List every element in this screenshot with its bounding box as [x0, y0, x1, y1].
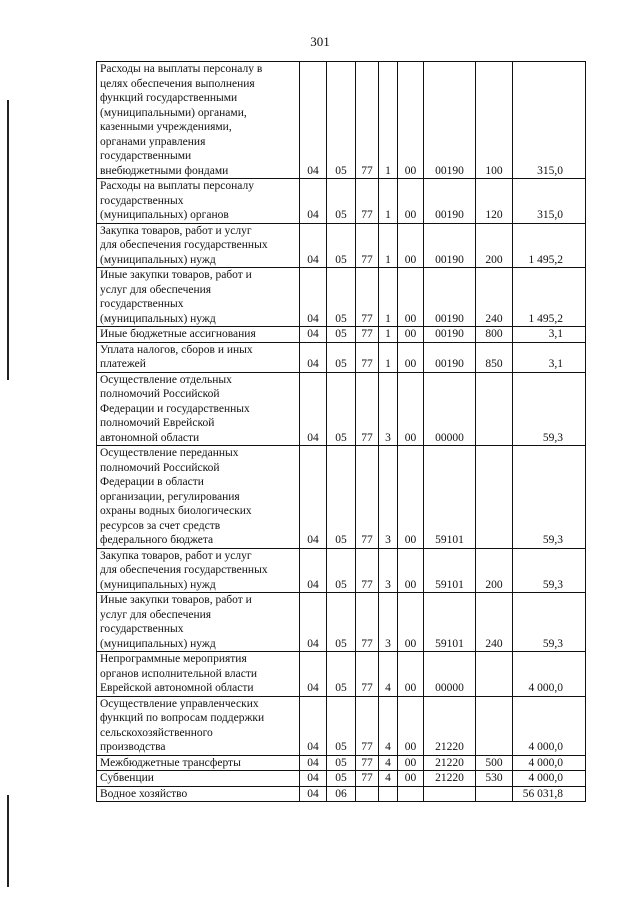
- target-group-cell: 00: [398, 446, 424, 549]
- target-program-cell: 77: [356, 771, 379, 787]
- item-name-cell: [97, 696, 300, 755]
- item-name-cell: [97, 771, 300, 787]
- item-name-line: Водное хозяйство: [100, 787, 188, 800]
- section-cell: 04: [300, 62, 327, 179]
- amount-cell: 4 000,0: [513, 771, 586, 787]
- item-name-line: ресурсов за счет средств: [100, 519, 221, 532]
- item-name-line: услуг для обеспечения: [100, 608, 212, 621]
- target-code-cell: 21220: [424, 696, 476, 755]
- table-row: [97, 696, 586, 755]
- table-row: [97, 771, 586, 787]
- item-name-line: целях обеспечения выполнения: [100, 77, 255, 90]
- target-subprogram-cell: 1: [379, 179, 398, 224]
- target-subprogram-cell: 3: [379, 548, 398, 593]
- target-subprogram-cell: 1: [379, 62, 398, 179]
- amount-cell: 4 000,0: [513, 755, 586, 771]
- left-margin-line-lower: [7, 795, 9, 887]
- item-name-line: для обеспечения государственных: [100, 564, 268, 576]
- section-cell: 04: [300, 696, 327, 755]
- target-group-cell: 00: [398, 372, 424, 446]
- target-code-cell: 59101: [424, 548, 476, 593]
- target-program-cell: 77: [356, 372, 379, 446]
- item-name-cell: [97, 62, 300, 179]
- target-group-cell: 00: [398, 223, 424, 268]
- item-name-line: Федерации в области: [100, 476, 204, 488]
- item-name-cell: [97, 372, 300, 446]
- target-group-cell: 00: [398, 696, 424, 755]
- item-name-line: производства: [100, 741, 166, 753]
- item-name-cell: [97, 593, 300, 652]
- section-cell: 04: [300, 771, 327, 787]
- item-name-line: Закупка товаров, работ и услуг: [100, 549, 252, 562]
- target-group-cell: 00: [398, 179, 424, 224]
- target-subprogram-cell: 4: [379, 755, 398, 771]
- item-name-line: (муниципальных) нужд: [100, 578, 216, 591]
- page-number: 301: [310, 34, 330, 49]
- target-program-cell: 77: [356, 548, 379, 593]
- target-subprogram-cell: 1: [379, 223, 398, 268]
- target-code-cell: 00190: [424, 268, 476, 327]
- item-name-line: Осуществление отдельных: [100, 373, 232, 386]
- target-subprogram-cell: 3: [379, 372, 398, 446]
- table-row: [97, 786, 586, 802]
- table-row: [97, 372, 586, 446]
- amount-cell: 59,3: [513, 593, 586, 652]
- amount-cell: 315,0: [513, 62, 586, 179]
- amount-cell: 59,3: [513, 372, 586, 446]
- item-name-line: органами управления: [100, 135, 206, 148]
- table-row: [97, 548, 586, 593]
- item-name-line: органов исполнительной власти: [100, 667, 258, 680]
- item-name-line: Иные бюджетные ассигнования: [100, 328, 256, 340]
- target-program-cell: 77: [356, 223, 379, 268]
- amount-cell: 1 495,2: [513, 268, 586, 327]
- subsection-cell: 05: [327, 446, 356, 549]
- item-name-line: Непрограммные мероприятия: [100, 653, 247, 665]
- expense-type-cell: 500: [476, 755, 513, 771]
- item-name-line: сельскохозяйственного: [100, 726, 213, 739]
- subsection-cell: 05: [327, 62, 356, 179]
- section-cell: 04: [300, 755, 327, 771]
- target-group-cell: 00: [398, 755, 424, 771]
- expense-type-cell: 200: [476, 223, 513, 268]
- target-code-cell: 21220: [424, 771, 476, 787]
- item-name-cell: [97, 755, 300, 771]
- table-row: [97, 446, 586, 549]
- item-name-line: полномочий Еврейской: [100, 417, 215, 429]
- item-name-line: услуг для обеспечения: [100, 283, 212, 296]
- item-name-cell: [97, 268, 300, 327]
- item-name-cell: [97, 548, 300, 593]
- target-group-cell: [398, 786, 424, 802]
- target-code-cell: 00190: [424, 62, 476, 179]
- target-subprogram-cell: 4: [379, 652, 398, 697]
- target-subprogram-cell: 3: [379, 446, 398, 549]
- target-subprogram-cell: 4: [379, 696, 398, 755]
- target-subprogram-cell: 4: [379, 771, 398, 787]
- target-program-cell: 77: [356, 696, 379, 755]
- table-row: [97, 327, 586, 343]
- target-code-cell: 00000: [424, 652, 476, 697]
- table-row: [97, 652, 586, 697]
- target-program-cell: 77: [356, 652, 379, 697]
- section-cell: 04: [300, 342, 327, 372]
- item-name-line: государственных: [100, 623, 184, 635]
- item-name-line: государственными: [100, 150, 192, 162]
- item-name-cell: [97, 652, 300, 697]
- expense-type-cell: [476, 786, 513, 802]
- expense-type-cell: 800: [476, 327, 513, 343]
- target-program-cell: 77: [356, 327, 379, 343]
- item-name-line: (муниципальных) нужд: [100, 637, 216, 650]
- expense-type-cell: 850: [476, 342, 513, 372]
- item-name-line: Уплата налогов, сборов и иных: [100, 343, 253, 356]
- expense-type-cell: 120: [476, 179, 513, 224]
- item-name-line: федерального бюджета: [100, 534, 214, 546]
- target-subprogram-cell: 1: [379, 342, 398, 372]
- item-name-line: Субвенции: [100, 772, 154, 784]
- item-name-line: Федерации и государственных: [100, 402, 250, 415]
- table-row: [97, 179, 586, 224]
- target-group-cell: 00: [398, 593, 424, 652]
- amount-cell: 4 000,0: [513, 652, 586, 697]
- item-name-line: Иные закупки товаров, работ и: [100, 594, 252, 606]
- item-name-line: государственных: [100, 194, 184, 207]
- item-name-line: функций государственными: [100, 92, 238, 104]
- target-group-cell: 00: [398, 342, 424, 372]
- target-program-cell: 77: [356, 755, 379, 771]
- target-code-cell: 00190: [424, 223, 476, 268]
- target-group-cell: 00: [398, 62, 424, 179]
- section-cell: 04: [300, 593, 327, 652]
- item-name-line: Осуществление переданных: [100, 447, 239, 459]
- target-subprogram-cell: 1: [379, 327, 398, 343]
- subsection-cell: 05: [327, 548, 356, 593]
- item-name-line: казенными учреждениями,: [100, 121, 232, 133]
- target-code-cell: 59101: [424, 593, 476, 652]
- section-cell: 04: [300, 372, 327, 446]
- expense-type-cell: 240: [476, 593, 513, 652]
- budget-table: [96, 61, 586, 802]
- subsection-cell: 06: [327, 786, 356, 802]
- table-row: [97, 223, 586, 268]
- item-name-cell: [97, 446, 300, 549]
- amount-cell: 59,3: [513, 446, 586, 549]
- amount-cell: 4 000,0: [513, 696, 586, 755]
- expense-type-cell: 200: [476, 548, 513, 593]
- expense-type-cell: 240: [476, 268, 513, 327]
- target-program-cell: 77: [356, 268, 379, 327]
- table-row: [97, 593, 586, 652]
- target-program-cell: 77: [356, 593, 379, 652]
- target-program-cell: [356, 786, 379, 802]
- section-cell: 04: [300, 446, 327, 549]
- target-program-cell: 77: [356, 342, 379, 372]
- subsection-cell: 05: [327, 652, 356, 697]
- item-name-cell: [97, 342, 300, 372]
- section-cell: 04: [300, 786, 327, 802]
- subsection-cell: 05: [327, 223, 356, 268]
- section-cell: 04: [300, 548, 327, 593]
- section-cell: 04: [300, 223, 327, 268]
- target-subprogram-cell: [379, 786, 398, 802]
- amount-cell: 59,3: [513, 548, 586, 593]
- target-group-cell: 00: [398, 548, 424, 593]
- expense-type-cell: [476, 372, 513, 446]
- target-code-cell: 00190: [424, 342, 476, 372]
- amount-cell: 315,0: [513, 179, 586, 224]
- subsection-cell: 05: [327, 696, 356, 755]
- subsection-cell: 05: [327, 372, 356, 446]
- amount-cell: 56 031,8: [513, 786, 586, 802]
- item-name-line: автономной области: [100, 431, 200, 444]
- expense-type-cell: [476, 696, 513, 755]
- item-name-line: Межбюджетные трансферты: [100, 756, 241, 769]
- target-group-cell: 00: [398, 268, 424, 327]
- target-code-cell: 21220: [424, 755, 476, 771]
- table-row: [97, 268, 586, 327]
- table-row: [97, 342, 586, 372]
- table-row: [97, 755, 586, 771]
- item-name-line: для обеспечения государственных: [100, 239, 268, 251]
- item-name-line: Еврейской автономной области: [100, 682, 254, 694]
- item-name-line: организации, регулирования: [100, 490, 240, 503]
- subsection-cell: 05: [327, 179, 356, 224]
- subsection-cell: 05: [327, 268, 356, 327]
- subsection-cell: 05: [327, 771, 356, 787]
- target-subprogram-cell: 3: [379, 593, 398, 652]
- item-name-cell: [97, 223, 300, 268]
- item-name-line: Расходы на выплаты персоналу в: [100, 63, 263, 75]
- expense-type-cell: [476, 446, 513, 549]
- item-name-line: внебюджетными фондами: [100, 164, 229, 177]
- item-name-line: (муниципальными) органами,: [100, 106, 247, 119]
- target-code-cell: 00000: [424, 372, 476, 446]
- item-name-line: полномочий Российской: [100, 461, 220, 474]
- section-cell: 04: [300, 268, 327, 327]
- subsection-cell: 05: [327, 327, 356, 343]
- target-group-cell: 00: [398, 327, 424, 343]
- item-name-line: Осуществление управленческих: [100, 697, 259, 710]
- item-name-line: государственных: [100, 298, 184, 310]
- amount-cell: 3,1: [513, 342, 586, 372]
- subsection-cell: 05: [327, 593, 356, 652]
- item-name-line: Закупка товаров, работ и услуг: [100, 224, 252, 237]
- item-name-cell: [97, 327, 300, 343]
- item-name-line: охраны водных биологических: [100, 505, 252, 517]
- section-cell: 04: [300, 179, 327, 224]
- target-subprogram-cell: 1: [379, 268, 398, 327]
- table-row: [97, 62, 586, 179]
- section-cell: 04: [300, 327, 327, 343]
- table-body: [97, 62, 586, 802]
- left-margin-line: [7, 100, 9, 380]
- subsection-cell: 05: [327, 342, 356, 372]
- target-group-cell: 00: [398, 771, 424, 787]
- amount-cell: 3,1: [513, 327, 586, 343]
- item-name-line: полномочий Российской: [100, 388, 220, 400]
- target-code-cell: 59101: [424, 446, 476, 549]
- item-name-line: (муниципальных) органов: [100, 209, 229, 221]
- target-program-cell: 77: [356, 179, 379, 224]
- target-group-cell: 00: [398, 652, 424, 697]
- item-name-cell: [97, 786, 300, 802]
- section-cell: 04: [300, 652, 327, 697]
- expense-type-cell: 100: [476, 62, 513, 179]
- item-name-cell: [97, 179, 300, 224]
- target-code-cell: 00190: [424, 179, 476, 224]
- expense-type-cell: 530: [476, 771, 513, 787]
- expense-type-cell: [476, 652, 513, 697]
- target-program-cell: 77: [356, 62, 379, 179]
- item-name-line: функций по вопросам поддержки: [100, 712, 265, 724]
- target-code-cell: 00190: [424, 327, 476, 343]
- amount-cell: 1 495,2: [513, 223, 586, 268]
- subsection-cell: 05: [327, 755, 356, 771]
- item-name-line: (муниципальных) нужд: [100, 312, 216, 325]
- item-name-line: платежей: [100, 358, 146, 370]
- target-code-cell: [424, 786, 476, 802]
- item-name-line: Иные закупки товаров, работ и: [100, 269, 252, 281]
- target-program-cell: 77: [356, 446, 379, 549]
- item-name-line: Расходы на выплаты персоналу: [100, 180, 254, 192]
- item-name-line: (муниципальных) нужд: [100, 253, 216, 266]
